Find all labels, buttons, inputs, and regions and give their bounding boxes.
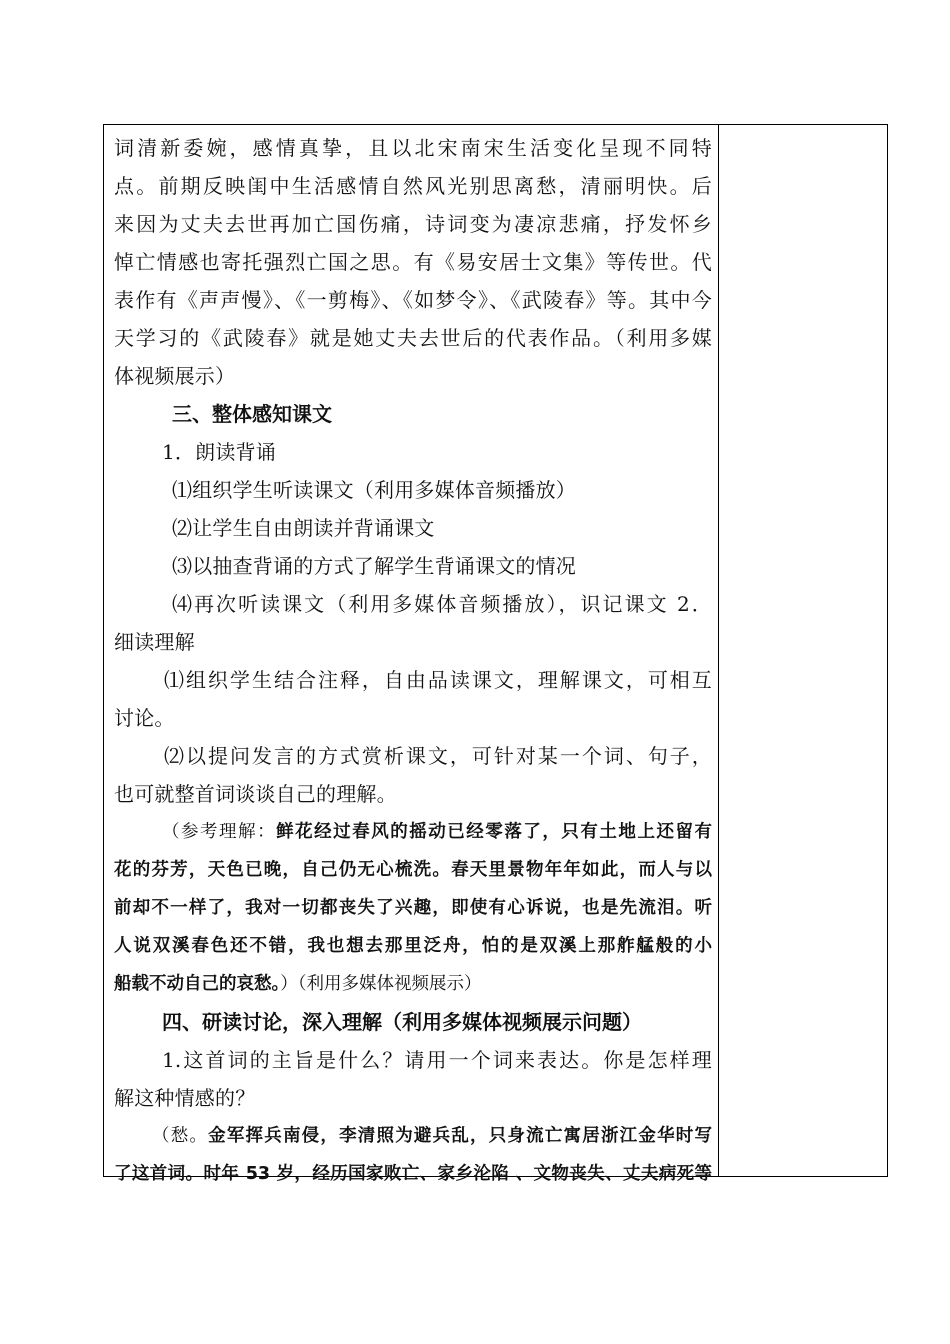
reference-text-4: 人说双溪春色还不错，我也想去那里泛舟，怕的是双溪上那舴艋般的小 (114, 936, 712, 956)
intro-line-6: 天学习的《武陵春》就是她丈夫去世后的代表作品。（利用多媒 (114, 326, 712, 350)
section-3-heading: 三、整体感知课文 (172, 402, 332, 426)
main-content-cell (114, 129, 712, 1193)
section-3-sub-4-line-1: ⑷再次听读课文（利用多媒体音频播放），识记课文 2． (172, 592, 712, 616)
reference-line-4 (114, 927, 712, 965)
reference-line-3 (114, 889, 712, 927)
reference-text-3: 前却不一样了，我对一切都丧失了兴趣，即使有心诉说，也是先流泪。听 (114, 898, 712, 918)
detail-1-line-1: ⑴组织学生结合注释，自由品读课文，理解课文，可相互 (164, 668, 712, 692)
detail-2-line-1: ⑵以提问发言的方式赏析课文，可针对某一个词、句子， (164, 744, 712, 768)
intro-line-2: 点。前期反映闺中生活感情自然风光别思离愁，清丽明快。后 (114, 174, 712, 198)
answer-line-1 (114, 1117, 712, 1155)
reference-prefix: （参考理解： (162, 822, 277, 842)
notes-cell (720, 125, 887, 1176)
detail-1-line-2: 讨论。 (114, 706, 175, 730)
question-1-line-1: 1.这首词的主旨是什么？请用一个词来表达。你是怎样理 (162, 1048, 712, 1072)
reference-text-2: 花的芬芳，天色已晚，自己仍无心梳洗。春天里景物年年如此，而人与以 (114, 860, 712, 880)
reference-line-2 (114, 851, 712, 889)
answer-prefix: （愁。 (152, 1126, 209, 1146)
reference-suffix: ）（利用多媒体视频展示） (280, 974, 482, 994)
lesson-plan-table (103, 124, 888, 1184)
detail-2-line-2: 也可就整首词谈谈自己的理解。 (114, 782, 397, 806)
section-3-sub-3: ⑶以抽查背诵的方式了解学生背诵课文的情况 (172, 554, 576, 578)
intro-line-1: 词清新委婉，感情真挚，且以北宋南宋生活变化呈现不同特 (114, 136, 712, 160)
reference-text-5: 船载不动自己的哀愁。 (114, 974, 281, 994)
section-3-sub-1: ⑴组织学生听读课文（利用多媒体音频播放） (172, 478, 576, 502)
answer-line-2 (114, 1155, 712, 1193)
section-4-heading: 四、研读讨论，深入理解（利用多媒体视频展示问题） (162, 1010, 642, 1034)
intro-line-7: 体视频展示） (114, 364, 236, 388)
intro-line-5: 表作有《声声慢》、《一剪梅》、《如梦令》、《武陵春》等。其中今 (114, 288, 712, 312)
question-1-line-2: 解这种情感的？ (114, 1086, 256, 1110)
section-3-sub-2: ⑵让学生自由朗读并背诵课文 (172, 516, 435, 540)
reference-line-1 (114, 813, 712, 851)
reference-line-5 (114, 965, 712, 1003)
intro-line-4: 悼亡情感也寄托强烈亡国之思。有《易安居士文集》等传世。代 (114, 250, 712, 274)
intro-line-3: 来因为丈夫去世再加亡国伤痛，诗词变为凄凉悲痛，抒发怀乡 (114, 212, 712, 236)
section-3-sub-4-line-2: 细读理解 (114, 630, 195, 654)
section-3-item-1: 1．朗读背诵 (162, 440, 276, 464)
reference-text-1: 鲜花经过春风的摇动已经零落了，只有土地上还留有 (276, 822, 713, 842)
column-divider (718, 125, 719, 1176)
answer-text-1: 金军挥兵南侵，李清照为避兵乱，只身流亡寓居浙江金华时写 (208, 1126, 713, 1146)
answer-text-2: 了这首词。时年 53 岁，经历国家败亡、家乡沦陷 、文物丧失、丈夫病死等 (114, 1164, 712, 1184)
